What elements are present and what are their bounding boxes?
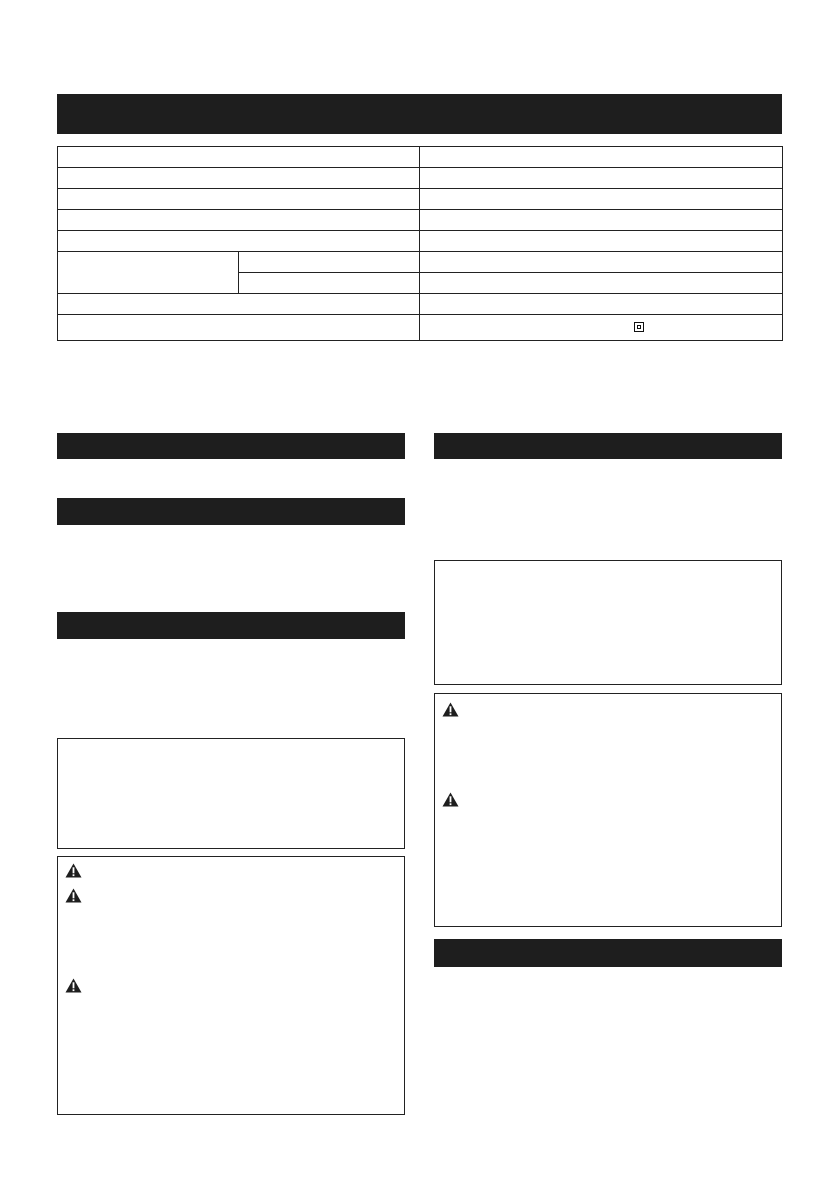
- spec-row: [58, 210, 783, 231]
- spec-row: [58, 294, 783, 315]
- spec-label-cell: [58, 147, 420, 168]
- spec-label-cell: [58, 231, 420, 252]
- section-header-bar: [434, 433, 782, 459]
- warning-triangle-icon: [65, 888, 82, 903]
- warning-triangle-icon: [442, 792, 459, 807]
- spec-label-cell: [58, 189, 420, 210]
- warning-triangle-icon: [65, 978, 82, 993]
- notice-box: [57, 738, 405, 849]
- spec-row: [58, 252, 783, 273]
- spec-sublabel-cell: [239, 273, 420, 294]
- section-header-bar: [57, 498, 405, 525]
- spec-label-cell: [58, 294, 420, 315]
- spec-value-cell: [420, 168, 783, 189]
- warning-box: [434, 693, 782, 927]
- specifications-table: [57, 146, 783, 341]
- warning-triangle-icon: [442, 702, 459, 717]
- specifications-banner: [57, 94, 782, 134]
- spec-label-cell: [58, 315, 420, 341]
- spec-value-cell: [420, 231, 783, 252]
- spec-sublabel-cell: [239, 252, 420, 273]
- spec-value-cell: [420, 189, 783, 210]
- section-header-bar: [434, 939, 782, 967]
- spec-value-cell: [420, 294, 783, 315]
- spec-value-cell: [420, 210, 783, 231]
- spec-row: [58, 231, 783, 252]
- spec-value-cell: [420, 252, 783, 273]
- spec-row: [58, 147, 783, 168]
- spec-value-cell: [420, 315, 783, 341]
- warning-triangle-icon: [65, 863, 82, 878]
- notice-box: [434, 560, 782, 685]
- spec-value-cell: [420, 273, 783, 294]
- section-header-bar: [57, 433, 405, 459]
- spec-label-cell: [58, 168, 420, 189]
- spec-label-cell: [58, 210, 420, 231]
- warning-box: [57, 856, 405, 1115]
- spec-row: [58, 168, 783, 189]
- section-header-bar: [57, 612, 405, 639]
- spec-group-label-cell: [58, 252, 239, 294]
- spec-value-cell: [420, 147, 783, 168]
- double-insulation-icon: [634, 322, 644, 332]
- spec-row: [58, 315, 783, 341]
- spec-row: [58, 189, 783, 210]
